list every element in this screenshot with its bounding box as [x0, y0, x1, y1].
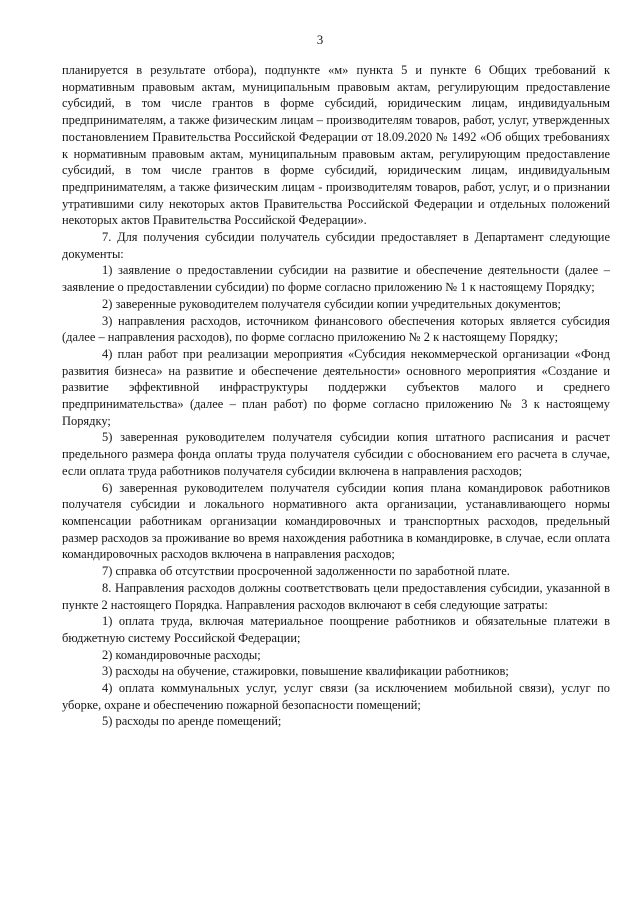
paragraph-clause-8-item-2: 2) командировочные расходы; [102, 647, 261, 662]
paragraph-clause-8: 8. Направления расходов должны соответствовать цели предоставления субсидии, указанной в пункте 2 настоящего Порядка. Направления расходов включают в себя следующие затраты: [62, 580, 610, 612]
paragraph-clause-7-item-5: 5) заверенная руководителем получателя субсидии копия штатного расписания и расчет предельного размера фонда оплаты труда получателя субсидии с обоснованием его расчета в случае, если оплата труда работников получателя субсидии включена в направления расходов; [62, 430, 610, 478]
paragraph-clause-7-item-3: 3) направления расходов, источником финансового обеспечения которых является субсидия (далее – направления расходов), по форме согласно приложению № 2 к настоящему Порядку; [62, 313, 610, 345]
paragraph-clause-7-item-7: 7) справка об отсутствии просроченной задолженности по заработной плате. [102, 564, 510, 579]
paragraph-continuation: планируется в результате отбора), подпункте «м» пункта 5 и пункте 6 Общих требований к нормативным правовым актам, муниципальным правовым актам, регулирующим предоставление субсидий, в том числе грантов в форме субсидий, юридическим лицам, индивидуальным предпринимателям, а также физическим лицам – производителям товаров, работ, услуг, утвержденных постановлением Правительства Российской Федерации от 18.09.2020 № 1492 «Об общих требованиях к нормативным правовым актам, муниципальным правовым актам, регулирующим предоставление субсидий, в том числе грантов в форме субсидий, юридическим лицам, индивидуальным предпринимателям, а также физическим лицам - производителям товаров, работ, услуг, и о признании утратившими силу некоторых актов Правительства Российской Федерации и отдельных положений некоторых актов Правительства Российской Федерации». [62, 63, 610, 228]
paragraph-clause-8-item-1: 1) оплата труда, включая материальное поощрение работников и обязательные платежи в бюджетную систему Российской Федерации; [62, 614, 610, 645]
paragraph-clause-7-item-4: 4) план работ при реализации мероприятия «Субсидия некоммерческой организации «Фонд развития бизнеса» на развитие и обеспечение деятельности» основного мероприятия «Создание и развитие эффективной инфраструктуры поддержки субъектов малого и среднего предпринимательства» (далее – план работ) по форме согласно приложению № 3 к настоящему Порядку; [62, 346, 610, 428]
page-number: 3 [316, 32, 324, 47]
paragraph-clause-8-item-4: 4) оплата коммунальных услуг, услуг связи (за исключением мобильной связи), услуг по уборке, охране и обеспечению пожарной безопасности помещений; [62, 681, 610, 712]
paragraph-clause-7-item-6: 6) заверенная руководителем получателя субсидии копия плана командировок работников получателя субсидии и локального нормативного акта организации, устанавливающего нормы компенсации работникам организации командировочных и транспортных расходов, предельный размер расходов за проживание во время нахождения работника в командировке, в случае, если оплата командировочных расходов включена в направления расходов; [62, 480, 610, 562]
paragraph-clause-8-item-3: 3) расходы на обучение, стажировки, повышение квалификации работников; [102, 664, 509, 679]
paragraph-clause-7: 7. Для получения субсидии получатель субсидии предоставляет в Департамент следующие документы: [62, 230, 610, 261]
paragraph-clause-8-item-5: 5) расходы по аренде помещений; [102, 714, 282, 729]
document-body [62, 62, 610, 730]
paragraph-clause-7-item-2: 2) заверенные руководителем получателя субсидии копии учредительных документов; [102, 296, 561, 311]
paragraph-clause-7-item-1: 1) заявление о предоставлении субсидии на развитие и обеспечение деятельности (далее – заявление о предоставлении субсидии) по форме согласно приложению № 1 к настоящему Порядку; [62, 263, 610, 295]
